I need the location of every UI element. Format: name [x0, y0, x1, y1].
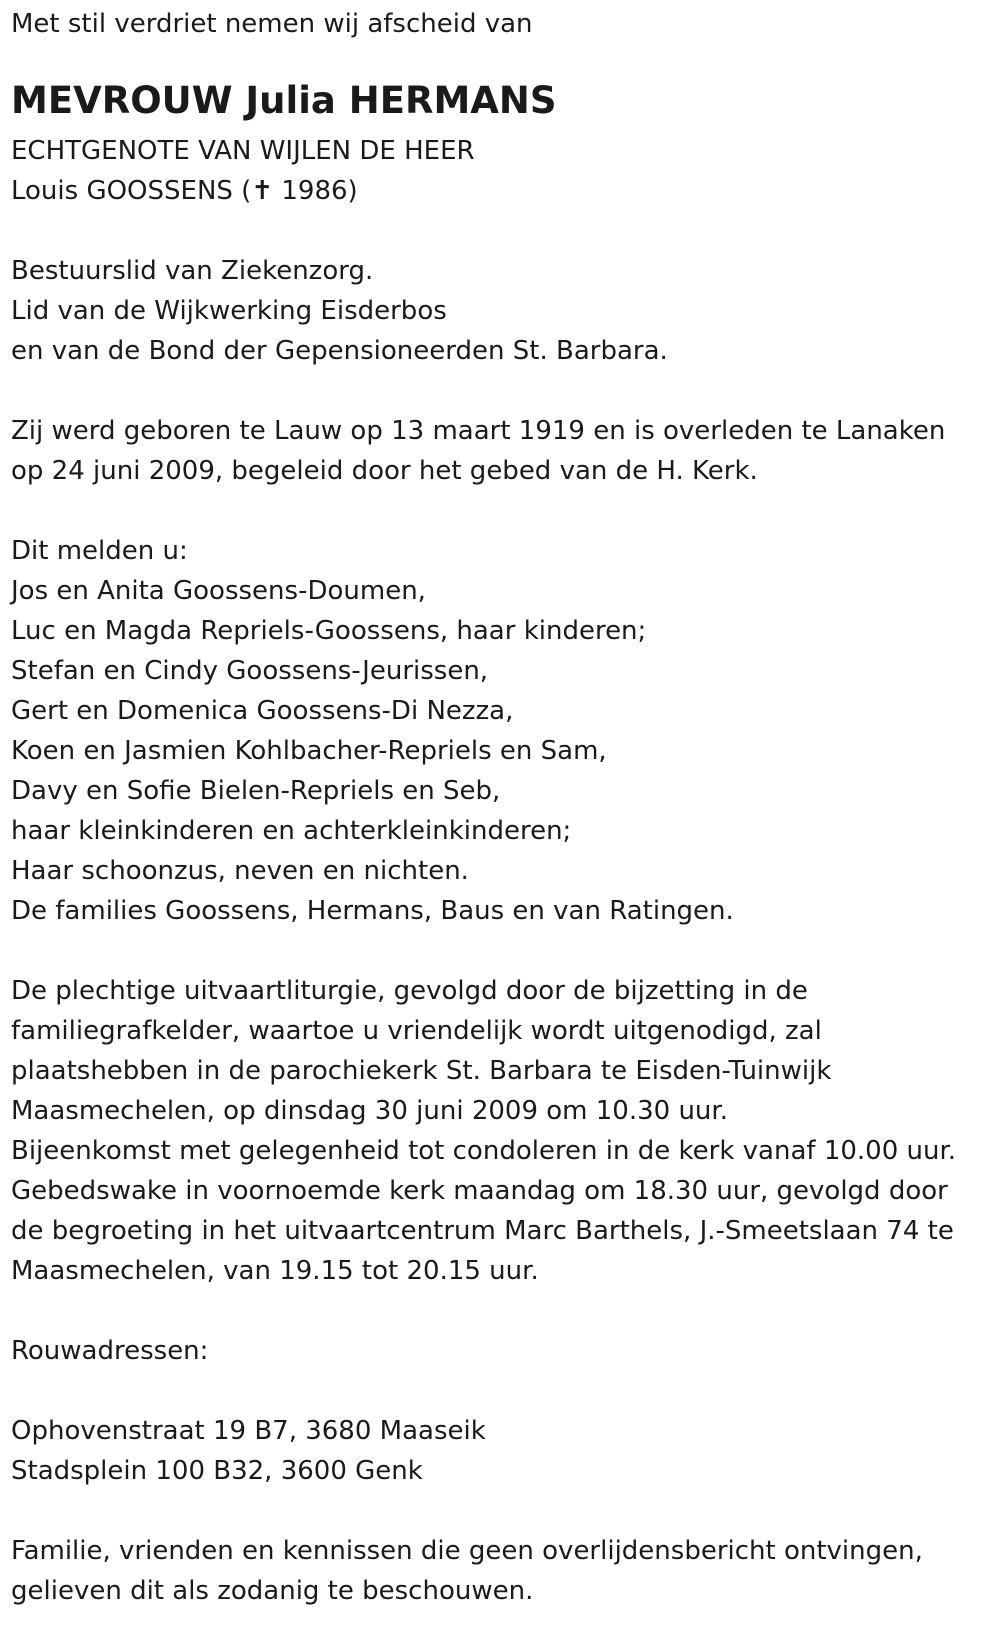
funeral-block [11, 971, 991, 1291]
addresses-block [11, 1411, 991, 1491]
announcer-line: Jos en Anita Goossens-Doumen, [11, 576, 426, 606]
funeral-line: Bijeenkomst met gelegenheid tot condoleren in de kerk vanaf 10.00 uur. [11, 1136, 957, 1166]
spacer [11, 1491, 991, 1531]
life-block [11, 411, 991, 491]
announcer-line: Davy en Sofie Bielen-Repriels en Seb, [11, 776, 501, 806]
membership-line: en van de Bond der Gepensioneerden St. Barbara. [11, 336, 668, 366]
funeral-line: Gebedswake in voornoemde kerk maandag om 18.30 uur, gevolgd door [11, 1176, 948, 1206]
closing-block [11, 1531, 991, 1611]
spacer [11, 1371, 991, 1411]
funeral-line: de begroeting in het uitvaartcentrum Marc Barthels, J.-Smeetslaan 74 te [11, 1216, 954, 1246]
address-line: Ophovenstraat 19 B7, 3680 Maaseik [11, 1416, 486, 1446]
announcer-line: Gert en Domenica Goossens-Di Nezza, [11, 696, 514, 726]
announcers-heading: Dit melden u: [11, 536, 188, 566]
announcer-line: De families Goossens, Hermans, Baus en van Ratingen. [11, 896, 734, 926]
address-line: Stadsplein 100 B32, 3600 Genk [11, 1456, 423, 1486]
memberships-block [11, 251, 991, 371]
spacer [11, 1291, 991, 1331]
funeral-line: De plechtige uitvaartliturgie, gevolgd door de bijzetting in de [11, 976, 808, 1006]
spacer [11, 491, 991, 531]
closing-line: gelieven dit als zodanig te beschouwen. [11, 1576, 534, 1606]
membership-line: Bestuurslid van Ziekenzorg. [11, 256, 374, 286]
membership-line: Lid van de Wijkwerking Eisderbos [11, 296, 447, 326]
closing-line: Familie, vrienden en kennissen die geen overlijdensbericht ontvingen, [11, 1536, 923, 1566]
addresses-label: Rouwadressen: [11, 1336, 209, 1366]
spouse-title: ECHTGENOTE VAN WIJLEN DE HEER [11, 136, 475, 166]
announcer-line: Koen en Jasmien Kohlbacher-Repriels en Sam, [11, 736, 607, 766]
obituary-notice [11, 4, 991, 1611]
announcer-line: Haar schoonzus, neven en nichten. [11, 856, 469, 886]
spouse-name: Louis GOOSSENS (✝ 1986) [11, 176, 358, 206]
funeral-line: Maasmechelen, van 19.15 tot 20.15 uur. [11, 1256, 539, 1286]
announcer-line: Stefan en Cindy Goossens-Jeurissen, [11, 656, 489, 686]
spacer [11, 931, 991, 971]
life-line: op 24 juni 2009, begeleid door het gebed van de H. Kerk. [11, 456, 758, 486]
announcer-line: Luc en Magda Repriels-Goossens, haar kinderen; [11, 616, 647, 646]
funeral-line: familiegrafkelder, waartoe u vriendelijk wordt uitgenodigd, zal [11, 1016, 822, 1046]
spacer [11, 211, 991, 251]
life-line: Zij werd geboren te Lauw op 13 maart 1919 en is overleden te Lanaken [11, 416, 946, 446]
announcers-block [11, 531, 991, 931]
deceased-name: MEVROUW Julia HERMANS [11, 79, 557, 122]
funeral-line: Maasmechelen, op dinsdag 30 juni 2009 om 10.30 uur. [11, 1096, 728, 1126]
funeral-line: plaatshebben in de parochiekerk St. Barbara te Eisden-Tuinwijk [11, 1056, 832, 1086]
spacer [11, 371, 991, 411]
announcer-line: haar kleinkinderen en achterkleinkinderen; [11, 816, 572, 846]
intro-text: Met stil verdriet nemen wij afscheid van [11, 9, 533, 39]
